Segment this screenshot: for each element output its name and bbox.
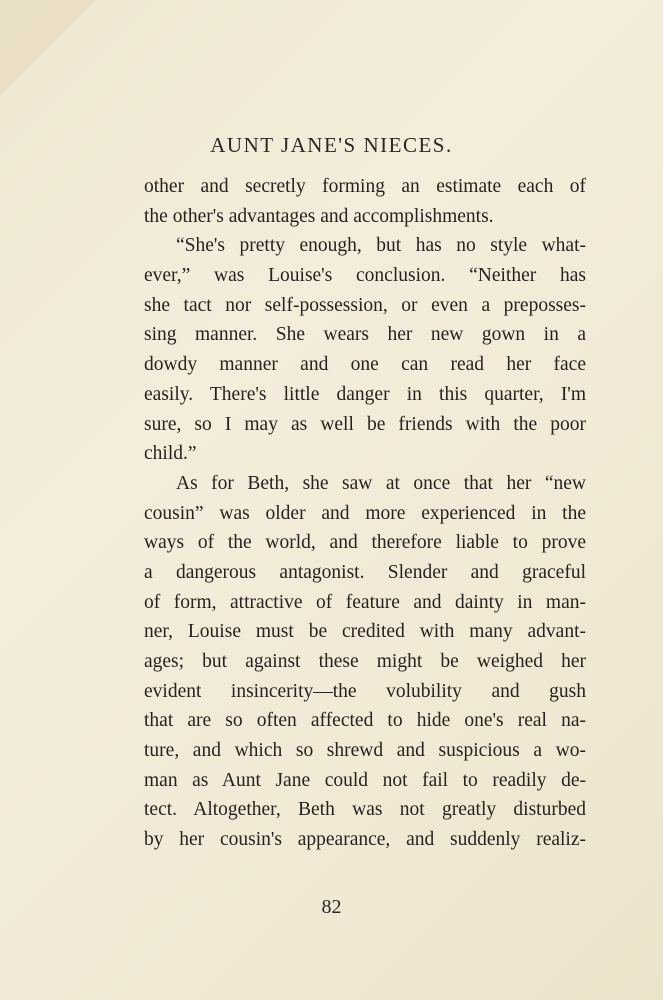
text-line: ner, Louise must be credited with many advant-: [144, 621, 586, 643]
folded-corner: [0, 0, 95, 95]
text-line: ever,” was Louise's conclusion. “Neither has: [144, 265, 586, 287]
text-line: easily. There's little danger in this quarter, I'm: [144, 383, 586, 405]
text-line: the other's advantages and accomplishments.: [144, 205, 494, 227]
text-line: tect. Altogether, Beth was not greatly disturbed: [144, 799, 586, 821]
text-line: child.”: [144, 443, 197, 465]
text-line: that are so often affected to hide one's real na-: [144, 710, 586, 732]
running-head: AUNT JANE'S NIECES.: [210, 133, 453, 157]
text-line: As for Beth, she saw at once that her “new: [176, 472, 586, 494]
text-line: a dangerous antagonist. Slender and graceful: [144, 561, 586, 583]
text-line: sing manner. She wears her new gown in a: [144, 324, 586, 346]
text-line: ways of the world, and therefore liable to prove: [144, 532, 586, 554]
text-line: by her cousin's appearance, and suddenly realiz-: [144, 829, 586, 851]
text-line: evident insincerity—the volubility and gush: [144, 680, 586, 702]
text-line: of form, attractive of feature and dainty in man-: [144, 591, 586, 613]
text-line: ages; but against these might be weighed her: [144, 651, 586, 672]
page-number: 82: [321, 896, 342, 918]
text-line: “She's pretty enough, but has no style what-: [176, 235, 586, 257]
text-line: cousin” was older and more experienced in the: [144, 502, 586, 524]
text-line: ture, and which so shrewd and suspicious a wo-: [144, 740, 586, 762]
text-line: she tact nor self-possession, or even a preposses-: [144, 294, 586, 316]
text-line: dowdy manner and one can read her face: [144, 354, 586, 376]
page-body-text: [144, 172, 586, 855]
text-line: sure, so I may as well be friends with the poor: [144, 413, 586, 435]
text-line: man as Aunt Jane could not fail to readily de-: [144, 769, 586, 791]
text-line: other and secretly forming an estimate each of: [144, 176, 586, 197]
